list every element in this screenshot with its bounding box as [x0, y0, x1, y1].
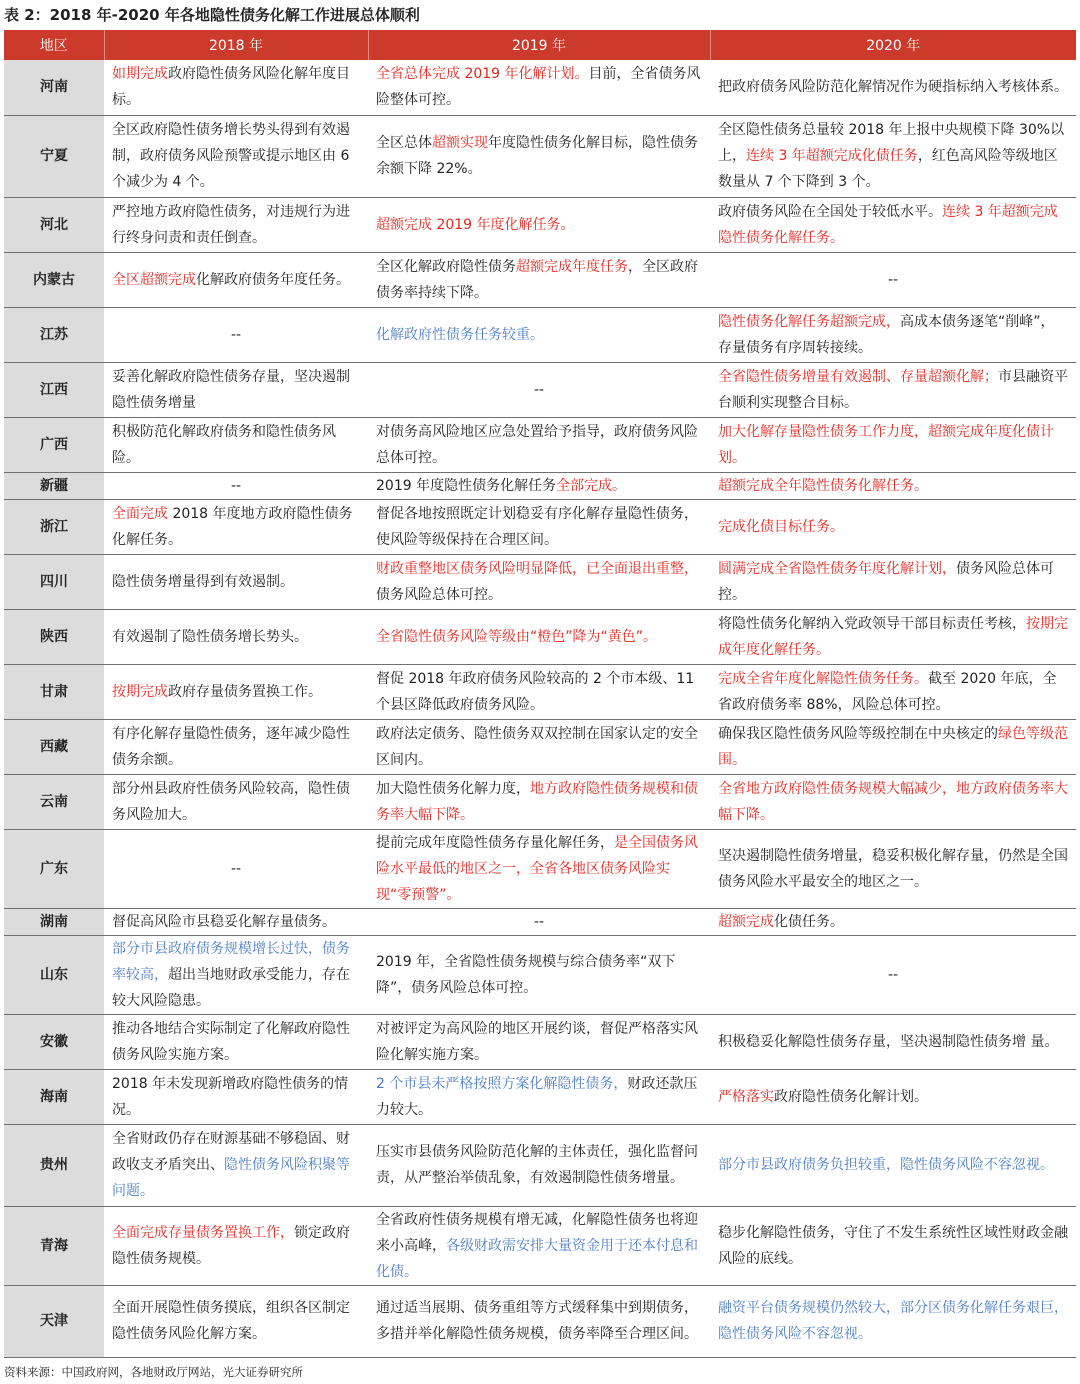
highlight-red-text: 超额实现 — [432, 135, 488, 151]
table-row — [4, 499, 1076, 554]
highlight-red-text: 连续 3 年超额完成化债任务 — [746, 148, 918, 164]
cell-2019 — [368, 719, 710, 774]
cell-2020 — [710, 197, 1076, 252]
cell-2018 — [104, 60, 368, 115]
cell-text: -- — [230, 860, 242, 877]
cell-text: 隐性债务增量得到有效遏制。 — [112, 573, 294, 590]
cell-text: 有效遏制了隐性债务增长势头。 — [112, 628, 308, 645]
highlight-red-text: 全部完成。 — [556, 477, 627, 494]
table-row — [4, 908, 1076, 935]
cell-2018 — [104, 829, 368, 908]
highlight-blue-text: 融资平台债务规模仍然较大，部分区债务化解任务艰巨，隐性债务风险不容忽视。 — [718, 1300, 1068, 1342]
highlight-red-text: 地方政府隐性债务规模和债务率大幅下降。 — [376, 780, 698, 823]
cell-text: 把政府债务风险防范化解情况作为硬指标纳入考核体系。 — [718, 79, 1068, 96]
cell-text: 推动各地结合实际制定了化解政府隐性债务风险实施方案。 — [112, 1020, 350, 1063]
highlight-red-text: 全省总体完成 2019 年化解计划。 — [376, 66, 589, 83]
cell-2018 — [104, 554, 368, 609]
cell-2020 — [710, 719, 1076, 774]
table-row — [4, 1206, 1076, 1285]
table-row — [4, 115, 1076, 197]
table-row — [4, 774, 1076, 829]
cell-2020 — [710, 252, 1076, 307]
cell-text: 2018 年度地方政府隐性债务化解任务。 — [112, 505, 353, 548]
cell-2019 — [368, 417, 710, 472]
region-cell: 河南 — [4, 60, 104, 115]
region-cell: 甘肃 — [4, 664, 104, 719]
region-cell: 广西 — [4, 417, 104, 472]
highlight-red-text: 按期完成年度化解任务。 — [718, 615, 1068, 658]
cell-2019 — [368, 307, 710, 362]
highlight-blue-text: 各级财政需安排大量资金用于还本付息和化债。 — [376, 1237, 698, 1280]
cell-text: 积极防范化解政府债务和隐性债务风险。 — [112, 423, 336, 466]
region-cell: 青海 — [4, 1206, 104, 1285]
cell-2019 — [368, 1014, 710, 1069]
cell-2019 — [368, 1285, 710, 1357]
cell-2018 — [104, 908, 368, 935]
cell-2019 — [368, 1206, 710, 1285]
cell-2018 — [104, 1069, 368, 1124]
cell-text: 将隐性债务化解纳入党政领导干部目标责任考核， — [718, 615, 1026, 632]
cell-2019 — [368, 499, 710, 554]
highlight-blue-text: 化解政府性债务任务较重。 — [376, 326, 544, 343]
cell-2020 — [710, 499, 1076, 554]
cell-2018 — [104, 664, 368, 719]
cell-text: 通过适当展期、债务重组等方式缓释集中到期债务，多措并举化解隐性债务规模，债务率降至合理区间。 — [376, 1300, 698, 1342]
cell-text: 全区总体 — [376, 135, 432, 151]
highlight-red-text: 加大化解存量隐性债务工作力度，超额完成年度化债计划。 — [718, 423, 1054, 466]
highlight-red-text: 圆满完成全省隐性债务年度化解计划， — [718, 560, 956, 577]
highlight-blue-text: 部分市县政府债务规模增长过快，债务率较高， — [112, 940, 350, 983]
cell-text: 妥善化解政府隐性债务存量，坚决遏制隐性债务增量 — [112, 368, 350, 411]
cell-text: 对被评定为高风险的地区开展约谈，督促严格落实风险化解实施方案。 — [376, 1020, 698, 1063]
region-cell: 贵州 — [4, 1124, 104, 1206]
cell-2018 — [104, 1014, 368, 1069]
table-row — [4, 1285, 1076, 1357]
highlight-red-text: 超额完成 2019 年度化解任务。 — [376, 216, 575, 233]
highlight-red-text: 财政重整地区债务风险明显降低，已全面退出重整， — [376, 560, 698, 577]
cell-2019 — [368, 609, 710, 664]
highlight-red-text: 连续 3 年超额完成隐性债务化解任务。 — [718, 203, 1058, 246]
source-note: 资料来源：中国政府网，各地财政厅网站，光大证券研究所 — [4, 1365, 303, 1379]
cell-text: 2019 年，全省隐性债务规模与综合债务率“双下降”，债务风险总体可控。 — [376, 953, 676, 996]
cell-text: 全区隐性债务总量较 2018 年上报中央规模下降 30%以上， — [718, 122, 1065, 164]
cell-text: 政府存量债务置换工作。 — [168, 683, 322, 700]
table-row — [4, 609, 1076, 664]
cell-2020 — [710, 829, 1076, 908]
highlight-red-text: 超额完成全年隐性债务化解任务。 — [718, 477, 928, 494]
cell-2019 — [368, 252, 710, 307]
cell-2020 — [710, 60, 1076, 115]
table-caption: 表 2：2018 年-2020 年各地隐性债务化解工作进展总体顺利 — [4, 6, 420, 24]
table-row — [4, 935, 1076, 1014]
cell-2019 — [368, 829, 710, 908]
cell-2020 — [710, 774, 1076, 829]
debt-resolution-table — [4, 30, 1076, 1358]
region-cell: 宁夏 — [4, 115, 104, 197]
table-row — [4, 1069, 1076, 1124]
cell-2019 — [368, 362, 710, 417]
cell-text: 部分州县政府性债务风险较高，隐性债务风险加大。 — [112, 780, 350, 823]
highlight-red-text: 如期完成 — [112, 66, 168, 83]
cell-text: 锁定政府隐性债务规模。 — [112, 1224, 350, 1267]
table-row — [4, 60, 1076, 115]
cell-text: -- — [533, 913, 545, 930]
cell-2019 — [368, 554, 710, 609]
cell-2020 — [710, 472, 1076, 499]
cell-2020 — [710, 1014, 1076, 1069]
cell-text: 确保我区隐性债务风险等级控制在中央核定的 — [718, 725, 998, 742]
cell-text: ，红色高风险等级地区数量从 7 个下降到 3 个。 — [718, 148, 1058, 190]
cell-2018 — [104, 115, 368, 197]
table-row — [4, 197, 1076, 252]
cell-text: 政府债务风险在全国处于较低水平。 — [718, 203, 942, 220]
highlight-red-text: 全省隐性债务风险等级由“橙色”降为“黄色”。 — [376, 628, 658, 645]
cell-2019 — [368, 908, 710, 935]
cell-2018 — [104, 417, 368, 472]
cell-text: 全区政府隐性债务增长势头得到有效遏制，政府债务风险预警或提示地区由 6 个减少为 4 个。 — [112, 122, 350, 190]
cell-text: 年度隐性债务化解目标，隐性债务余额下降 22%。 — [376, 135, 698, 177]
cell-2020 — [710, 609, 1076, 664]
cell-2020 — [710, 1285, 1076, 1357]
cell-text: 坚决遏制隐性债务增量，稳妥积极化解存量，仍然是全国债务风险水平最安全的地区之一。 — [718, 847, 1068, 890]
cell-2018 — [104, 609, 368, 664]
highlight-red-text: 隐性债务化解任务超额完成， — [718, 313, 900, 330]
cell-text: -- — [887, 271, 899, 288]
cell-text: 加大隐性债务化解力度， — [376, 780, 530, 797]
highlight-blue-text: 隐性债务风险积聚等问题。 — [112, 1157, 350, 1199]
table-row — [4, 664, 1076, 719]
cell-text: 截至 2020 年底，全省政府债务率 88%，风险总体可控。 — [718, 670, 1057, 713]
table-row — [4, 719, 1076, 774]
cell-text: -- — [230, 477, 242, 494]
cell-2019 — [368, 60, 710, 115]
cell-text: 全省政府性债务规模有增无减，化解隐性债务也将迎来小高峰， — [376, 1211, 698, 1254]
cell-text: 债务风险总体可控。 — [376, 586, 502, 603]
cell-text: 督促各地按照既定计划稳妥有序化解存量隐性债务，使风险等级保持在合理区间。 — [376, 505, 698, 548]
table-row — [4, 554, 1076, 609]
region-cell: 新疆 — [4, 472, 104, 499]
region-cell: 山东 — [4, 935, 104, 1014]
cell-2019 — [368, 1124, 710, 1206]
cell-text: 对债务高风险地区应急处置给予指导，政府债务风险总体可控。 — [376, 423, 698, 466]
cell-2019 — [368, 1069, 710, 1124]
highlight-blue-text: 部分市县政府债务负担较重，隐性债务风险不容忽视。 — [718, 1157, 1054, 1173]
header-2019: 2019 年 — [368, 30, 710, 60]
cell-text: 有序化解存量隐性债务，逐年减少隐性债务余额。 — [112, 725, 350, 768]
cell-text: 严控地方政府隐性债务，对违规行为进行终身问责和责任倒查。 — [112, 203, 350, 246]
cell-text: -- — [230, 326, 242, 343]
cell-text: 目前，全省债务风险整体可控。 — [376, 66, 701, 109]
cell-2020 — [710, 1206, 1076, 1285]
region-cell: 内蒙古 — [4, 252, 104, 307]
cell-text: 高成本债务逐笔“削峰”，存量债务有序周转接续。 — [718, 313, 1055, 356]
highlight-red-text: 全省地方政府隐性债务规模大幅减少，地方政府债务率大幅下降。 — [718, 780, 1068, 823]
region-cell: 浙江 — [4, 499, 104, 554]
table-row — [4, 472, 1076, 499]
region-cell: 湖南 — [4, 908, 104, 935]
cell-text: 督促 2018 年政府债务风险较高的 2 个市本级、11 个县区降低政府债务风险。 — [376, 670, 695, 713]
header-2020: 2020 年 — [710, 30, 1076, 60]
cell-2018 — [104, 774, 368, 829]
region-cell: 天津 — [4, 1285, 104, 1357]
cell-2020 — [710, 664, 1076, 719]
region-cell: 陕西 — [4, 609, 104, 664]
highlight-red-text: 完成化债目标任务。 — [718, 518, 844, 535]
cell-text: 积极稳妥化解隐性债务存量，坚决遏制隐性债务增 量。 — [718, 1033, 1059, 1050]
highlight-red-text: 完成全省年度化解隐性债务任务。 — [718, 670, 928, 687]
table-body — [4, 60, 1076, 1357]
highlight-red-text: 超额完成年度任务 — [516, 258, 628, 275]
cell-2018 — [104, 499, 368, 554]
cell-2018 — [104, 197, 368, 252]
highlight-red-text: 按期完成 — [112, 683, 168, 700]
table-row — [4, 1124, 1076, 1206]
cell-2019 — [368, 115, 710, 197]
cell-2018 — [104, 1285, 368, 1357]
cell-2018 — [104, 1124, 368, 1206]
cell-text: 政府隐性债务风险化解年度目标。 — [112, 66, 350, 109]
cell-text: 2018 年未发现新增政府隐性债务的情况。 — [112, 1075, 349, 1118]
highlight-red-text: 严格落实 — [718, 1088, 774, 1105]
cell-text: 财政还款压力较大。 — [376, 1075, 698, 1118]
highlight-red-text: 绿色等级范围。 — [718, 725, 1068, 768]
cell-2020 — [710, 307, 1076, 362]
cell-2020 — [710, 115, 1076, 197]
region-cell: 江西 — [4, 362, 104, 417]
region-cell: 云南 — [4, 774, 104, 829]
cell-text: 政府隐性债务化解计划。 — [774, 1088, 928, 1105]
cell-text: 全省财政仍存在财源基础不够稳固、财政收支矛盾突出、 — [112, 1131, 350, 1173]
table-row — [4, 362, 1076, 417]
header-2018: 2018 年 — [104, 30, 368, 60]
cell-2020 — [710, 554, 1076, 609]
cell-2019 — [368, 472, 710, 499]
cell-text: 提前完成年度隐性债务存量化解任务， — [376, 834, 614, 851]
cell-2019 — [368, 197, 710, 252]
highlight-red-text: 超额完成 — [718, 913, 774, 930]
region-cell: 河北 — [4, 197, 104, 252]
cell-2018 — [104, 472, 368, 499]
cell-text: 2019 年度隐性债务化解任务 — [376, 477, 557, 494]
region-cell: 广东 — [4, 829, 104, 908]
table-row — [4, 417, 1076, 472]
cell-2019 — [368, 774, 710, 829]
cell-2020 — [710, 1069, 1076, 1124]
highlight-red-text: 全省隐性债务增量有效遏制、存量超额化解； — [718, 368, 998, 385]
cell-2019 — [368, 664, 710, 719]
cell-text: 全区化解政府隐性债务 — [376, 258, 516, 275]
highlight-red-text: 全区超额完成 — [112, 271, 196, 288]
header-region: 地区 — [4, 30, 104, 60]
highlight-red-text: 全面完成 — [112, 505, 168, 522]
cell-2018 — [104, 362, 368, 417]
cell-text: 市县融资平台顺利实现整合目标。 — [718, 368, 1068, 411]
cell-2018 — [104, 1206, 368, 1285]
cell-2020 — [710, 935, 1076, 1014]
table-row — [4, 829, 1076, 908]
cell-2020 — [710, 417, 1076, 472]
cell-text: 化解政府债务年度任务。 — [196, 271, 350, 288]
highlight-red-text: 全面完成存量债务置换工作， — [112, 1224, 294, 1241]
region-cell: 海南 — [4, 1069, 104, 1124]
region-cell: 西藏 — [4, 719, 104, 774]
cell-2018 — [104, 719, 368, 774]
region-cell: 四川 — [4, 554, 104, 609]
cell-2019 — [368, 935, 710, 1014]
cell-2018 — [104, 935, 368, 1014]
cell-2020 — [710, 1124, 1076, 1206]
cell-text: 化债任务。 — [774, 913, 844, 930]
cell-text: -- — [533, 381, 545, 398]
cell-text: -- — [887, 966, 899, 983]
table-row — [4, 307, 1076, 362]
cell-text: 压实市县债务风险防范化解的主体责任，强化监督问责，从严整治举债乱象，有效遏制隐性债务增量。 — [376, 1144, 698, 1186]
table-row — [4, 1014, 1076, 1069]
cell-2018 — [104, 252, 368, 307]
cell-2020 — [710, 362, 1076, 417]
region-cell: 江苏 — [4, 307, 104, 362]
cell-2020 — [710, 908, 1076, 935]
region-cell: 安徽 — [4, 1014, 104, 1069]
cell-text: 超出当地财政承受能力，存在较大风险隐患。 — [112, 966, 350, 1009]
table-row — [4, 252, 1076, 307]
cell-text: 债务风险总体可控。 — [718, 560, 1054, 603]
cell-text: 督促高风险市县稳妥化解存量债务。 — [112, 913, 336, 930]
cell-2018 — [104, 307, 368, 362]
table-header-row — [4, 30, 1076, 60]
cell-text: 全面开展隐性债务摸底，组织各区制定隐性债务风险化解方案。 — [112, 1300, 350, 1342]
cell-text: 政府法定债务、隐性债务双双控制在国家认定的安全区间内。 — [376, 725, 698, 768]
cell-text: 稳步化解隐性债务，守住了不发生系统性区域性财政金融风险的底线。 — [718, 1224, 1068, 1267]
cell-text: ，全区政府债务率持续下降。 — [376, 258, 698, 301]
highlight-red-text: 是全国债务风险水平最低的地区之一，全省各地区债务风险实现“零预警”。 — [376, 834, 698, 903]
highlight-blue-text: 2 个市县未严格按照方案化解隐性债务， — [376, 1075, 628, 1092]
